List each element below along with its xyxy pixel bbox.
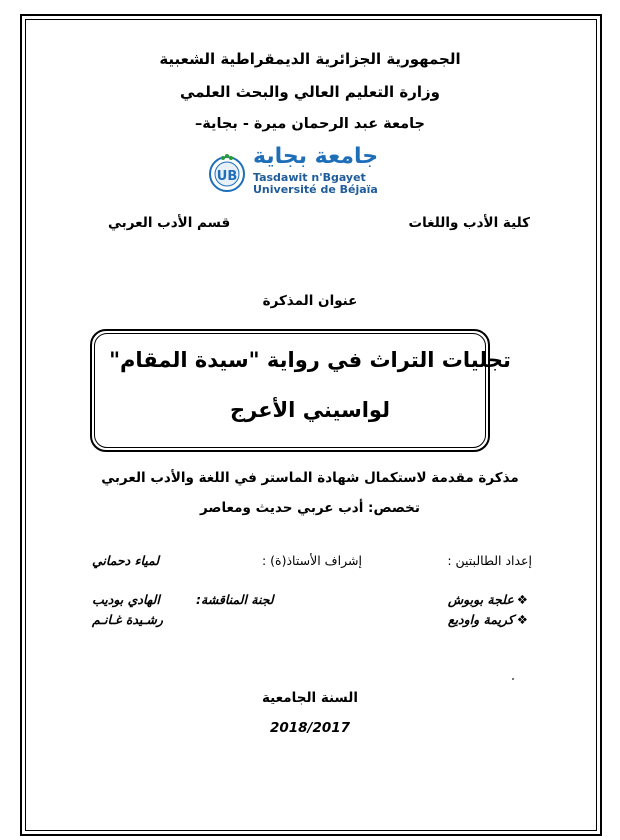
supervisor-label: إشراف الأستاذ(ة) : (262, 553, 362, 568)
bullet-icon: ❖ (516, 612, 528, 627)
faculty-name: كلية الأدب واللغات (408, 215, 530, 231)
republic-name: الجمهورية الجزائرية الديمقراطية الشعبية (159, 50, 461, 68)
university-logo (208, 144, 379, 198)
academic-year-value: 2018/2017 (269, 720, 351, 736)
thesis-note: مذكرة مقدمة لاستكمال شهادة الماستر في اللغة والأدب العربي (101, 470, 519, 486)
ministry-name: وزارة التعليم العالي والبحث العلمي (179, 83, 441, 101)
thesis-title-line1: تجليات التراث في رواية "سيدة المقام" (109, 348, 511, 372)
speck (512, 678, 514, 680)
specialty: تخصص: أدب عربي حديث ومعاصر (200, 500, 420, 516)
department-name: قسم الأدب العربي (108, 215, 231, 231)
logo-latin-line2: Université de Béjaïa (253, 183, 378, 196)
thesis-title-line2: لواسيني الأعرج (230, 398, 390, 422)
committee-member: الهادي بوديب (92, 592, 160, 607)
student-name: علجة بوبوش (447, 592, 514, 607)
logo-latin-line1: Tasdawit n'Bgayet (253, 171, 366, 184)
title-label: عنوان المذكرة (262, 293, 358, 309)
svg-text:UB: UB (216, 169, 238, 184)
committee-member: رشـيدة غـانـم (92, 612, 163, 627)
committee-label: لجنة المناقشة: (196, 592, 274, 607)
bullet-icon: ❖ (516, 592, 528, 607)
student-item (448, 612, 528, 627)
supervisor-name: لمياء دحماني (92, 553, 160, 568)
student-name: كريمة واوديع (447, 612, 514, 627)
university-emblem-icon (208, 152, 246, 194)
prepared-by-label: إعداد الطالبتين : (447, 553, 532, 568)
logo-arabic-text: جامعة بجاية (253, 144, 379, 169)
academic-year-label: السنة الجامعية (261, 690, 358, 706)
student-item (448, 592, 528, 607)
university-name: جامعة عبد الرحمان ميرة - بجاية– (194, 116, 426, 132)
